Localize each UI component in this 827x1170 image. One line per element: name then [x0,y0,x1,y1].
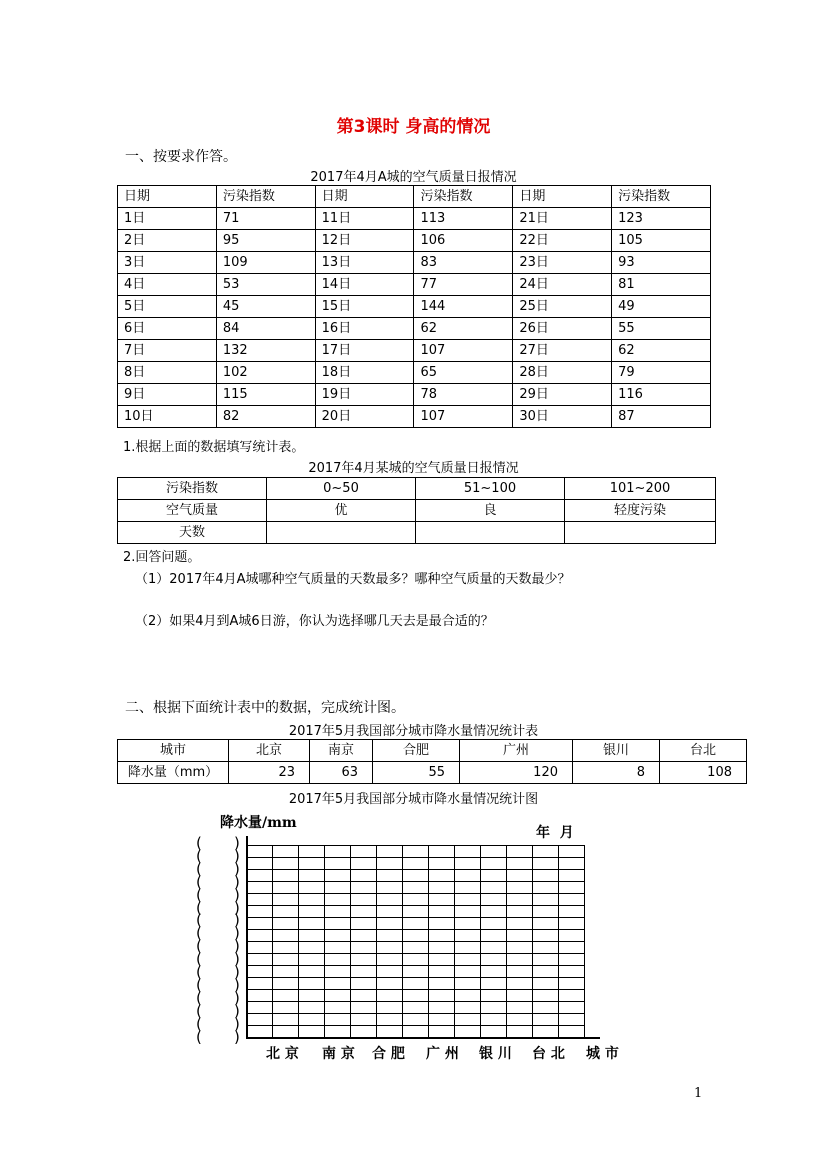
y-value-blank-close: ) [234,834,240,852]
grid-line-vertical [584,845,585,1037]
table-cell: 4日 [118,274,217,296]
grid-line-horizontal [246,917,584,918]
y-value-blank-close: ) [234,988,240,1007]
section-1-heading: 一、按要求作答。 [125,149,237,165]
table-cell: 21日 [513,208,612,230]
y-value-blank-open: ( [196,834,202,852]
grid-line-horizontal [246,965,584,966]
y-value-blank-close: ) [234,1001,240,1020]
table-cell: 污染指数 [118,478,267,500]
table-header-cell: 日期 [513,186,612,208]
table-cell: 105 [612,230,711,252]
grid-line-horizontal [246,1001,584,1002]
table-cell: 8 [573,762,660,784]
table-cell: 53 [216,274,315,296]
grid-line-horizontal [246,1025,584,1026]
grid-line-horizontal [246,977,584,978]
table-cell: 7日 [118,340,217,362]
table-cell: 20日 [315,406,414,428]
table-cell: 28日 [513,362,612,384]
table-header-cell: 污染指数 [612,186,711,208]
y-value-blank-open: ( [196,963,202,981]
table-cell: 65 [414,362,513,384]
table1-caption: 2017年4月A城的空气质量日报情况 [310,170,517,185]
table-cell: 29日 [513,384,612,406]
table-cell: 14日 [315,274,414,296]
x-tick-label: 合 肥 [372,1046,405,1062]
table-cell: 49 [612,296,711,318]
y-value-blank-open: ( [196,937,202,956]
grid-line-horizontal [246,1013,584,1014]
y-value-blank-close: ) [234,937,240,956]
table-header-cell: 日期 [315,186,414,208]
y-value-blank-close: ) [234,885,240,904]
table-cell: 93 [612,252,711,274]
table-cell: 109 [216,252,315,274]
table-cell: 轻度污染 [565,500,716,522]
table-header-cell: 污染指数 [216,186,315,208]
table-cell: 9日 [118,384,217,406]
grid-line-horizontal [246,893,584,894]
y-value-blank-close: ) [234,924,240,943]
grid-line-horizontal [246,929,584,930]
x-tick-label: 广 州 [426,1046,459,1062]
table-cell: 17日 [315,340,414,362]
table-cell: 55 [373,762,460,784]
page-number: 1 [694,1086,703,1101]
page-title: 第3课时 身高的情况 [336,117,491,137]
y-value-blank-close: ) [234,963,240,981]
y-value-blank-close: ) [234,846,240,865]
grid-line-horizontal [246,905,584,906]
table-cell: 南京 [310,740,373,762]
y-value-blank-close: ) [234,1027,240,1046]
y-value-blank-close: ) [234,859,240,878]
table-cell: 81 [612,274,711,296]
table-cell: 55 [612,318,711,340]
y-value-blank-open: ( [196,1014,202,1033]
grid-line-horizontal [246,881,584,882]
table-cell: 108 [660,762,747,784]
x-tick-label: 北 京 [266,1046,299,1062]
chart-date-label: 年 月 [536,825,574,841]
table-header-cell: 日期 [118,186,217,208]
table-cell: 120 [460,762,573,784]
table-cell: 132 [216,340,315,362]
y-value-blank-open: ( [196,1001,202,1020]
table-cell: 11日 [315,208,414,230]
table-cell: 5日 [118,296,217,318]
table-cell: 3日 [118,252,217,274]
y-value-blank-open: ( [196,988,202,1007]
chart-y-axis-label: 降水量/mm [220,815,297,831]
y-value-blank-close: ) [234,911,240,930]
grid-line-horizontal [246,989,584,990]
y-value-blank-close: ) [234,975,240,994]
table2-caption: 2017年4月某城的空气质量日报情况 [308,461,519,476]
y-value-blank-open: ( [196,872,202,891]
table-cell: 107 [414,406,513,428]
y-value-blank-open: ( [196,1027,202,1046]
table-cell: 1日 [118,208,217,230]
question-1: 1.根据上面的数据填写统计表。 [123,440,305,455]
table-cell: 16日 [315,318,414,340]
table3-caption: 2017年5月我国部分城市降水量情况统计表 [288,724,539,739]
table-cell: 82 [216,406,315,428]
table-cell: 71 [216,208,315,230]
table-cell: 城市 [118,740,229,762]
question-2: 2.回答问题。 [123,550,201,565]
table-cell: 24日 [513,274,612,296]
table-cell: 45 [216,296,315,318]
x-tick-label: 南 京 [322,1046,355,1062]
table-cell: 25日 [513,296,612,318]
section-2-heading: 二、根据下面统计表中的数据，完成统计图。 [125,700,405,716]
table-cell: 降水量（mm） [118,762,229,784]
table-cell: 13日 [315,252,414,274]
y-value-blank-open: ( [196,898,202,917]
y-value-blank-close: ) [234,950,240,969]
table-cell: 12日 [315,230,414,252]
table-cell: 优 [267,500,416,522]
table-cell: 83 [414,252,513,274]
y-value-blank-open: ( [196,859,202,878]
table-cell: 0~50 [267,478,416,500]
table-cell: 77 [414,274,513,296]
table-cell: 空气质量 [118,500,267,522]
table-cell: 合肥 [373,740,460,762]
table-cell: 15日 [315,296,414,318]
table-cell: 102 [216,362,315,384]
table-cell: 广州 [460,740,573,762]
x-tick-label: 台 北 [532,1046,565,1062]
table-cell: 115 [216,384,315,406]
table-cell: 23 [229,762,310,784]
grid-line-horizontal [246,941,584,942]
y-value-blank-close: ) [234,898,240,917]
table-cell: 19日 [315,384,414,406]
y-value-blank-open: ( [196,911,202,930]
table-cell: 113 [414,208,513,230]
table-cell: 18日 [315,362,414,384]
table-cell: 87 [612,406,711,428]
table-cell: 22日 [513,230,612,252]
table-cell: 63 [310,762,373,784]
table-cell: 144 [414,296,513,318]
chart-title: 2017年5月我国部分城市降水量情况统计图 [288,792,539,807]
y-value-blank-close: ) [234,872,240,891]
y-value-blank-open: ( [196,975,202,994]
table-cell: 银川 [573,740,660,762]
question-2-2: （2）如果4月到A城6日游，你认为选择哪几天去是最合适的？ [135,614,494,629]
y-value-blank-close: ) [234,1014,240,1033]
y-value-blank-open: ( [196,846,202,865]
table-cell: 51~100 [416,478,565,500]
table-cell: 北京 [229,740,310,762]
grid-line-horizontal [246,953,584,954]
table-cell: 26日 [513,318,612,340]
table-cell: 95 [216,230,315,252]
grid-line-horizontal [246,857,584,858]
y-axis [246,836,248,1037]
table-cell: 62 [612,340,711,362]
table-cell: 8日 [118,362,217,384]
table-cell: 84 [216,318,315,340]
table-cell: 107 [414,340,513,362]
table-cell: 27日 [513,340,612,362]
x-axis [246,1037,600,1039]
table-header-cell: 污染指数 [414,186,513,208]
table-cell: 62 [414,318,513,340]
table-cell: 116 [612,384,711,406]
table-cell: 良 [416,500,565,522]
question-2-1: （1）2017年4月A城哪种空气质量的天数最多？哪种空气质量的天数最少？ [135,572,571,587]
table-cell: 78 [414,384,513,406]
table-cell: 30日 [513,406,612,428]
table-cell: 101~200 [565,478,716,500]
table-cell: 台北 [660,740,747,762]
table-cell: 123 [612,208,711,230]
table-cell: 2日 [118,230,217,252]
table-cell: 79 [612,362,711,384]
grid-line-horizontal [246,869,584,870]
table-cell: 106 [414,230,513,252]
table-cell: 10日 [118,406,217,428]
table-cell: 23日 [513,252,612,274]
y-value-blank-open: ( [196,924,202,943]
table-cell: 6日 [118,318,217,340]
chart-x-axis-label: 城 市 [586,1046,619,1062]
y-value-blank-open: ( [196,950,202,969]
grid-line-horizontal [246,845,584,846]
x-tick-label: 银 川 [479,1046,512,1062]
y-value-blank-open: ( [196,885,202,904]
table-cell: 天数 [118,522,267,544]
